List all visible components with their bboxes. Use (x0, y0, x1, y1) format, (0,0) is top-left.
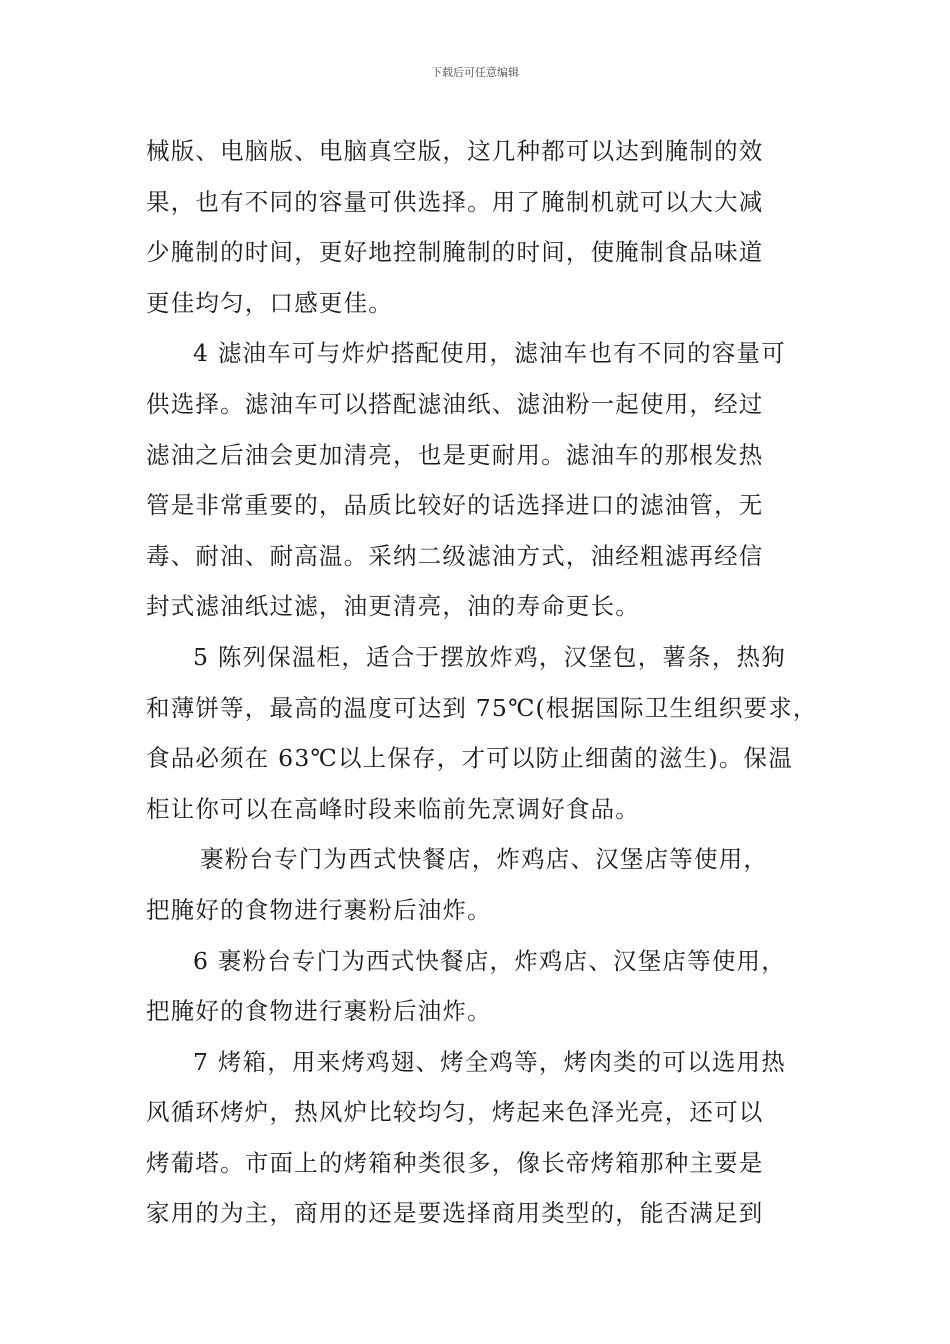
paragraph (146, 126, 808, 328)
paragraph (146, 834, 808, 935)
text-line: 柜让你可以在高峰时段来临前先烹调好食品。 (146, 794, 640, 823)
text-line: 烤葡塔。市面上的烤箱种类很多，像长帝烤箱那种主要是 (146, 1148, 764, 1177)
text-line: 把腌好的食物进行裹粉后油炸。 (146, 997, 492, 1026)
text-line: 6 裹粉台专门为西式快餐店，炸鸡店、汉堡店等使用， (193, 946, 786, 975)
text-line: 家用的为主，商用的还是要选择商用类型的，能否满足到 (146, 1199, 764, 1228)
text-line: 食品必须在 63℃以上保存，才可以防止细菌的滋生)。保温 (146, 744, 793, 773)
text-line: 7 烤箱，用来烤鸡翅、烤全鸡等，烤肉类的可以选用热 (193, 1047, 786, 1076)
text-line: 械版、电脑版、电脑真空版，这几种都可以达到腌制的效 (146, 137, 764, 165)
paragraph (146, 632, 818, 834)
text-line: 封式滤油纸过滤，油更清亮，油的寿命更长。 (146, 592, 640, 621)
text-line: 管是非常重要的，品质比较好的话选择进口的滤油管，无 (146, 491, 764, 520)
text-line: 裹粉台专门为西式快餐店，炸鸡店、汉堡店等使用， (200, 845, 769, 874)
text-line: 风循环烤炉，热风炉比较均匀，烤起来色泽光亮，还可以 (146, 1098, 764, 1127)
paragraph (146, 328, 808, 632)
paragraph (146, 1037, 808, 1239)
text-line: 果，也有不同的容量可供选择。用了腌制机就可以大大减 (146, 187, 764, 216)
document-body (146, 126, 818, 1239)
paragraph (146, 936, 808, 1037)
text-line: 供选择。滤油车可以搭配滤油纸、滤油粉一起使用，经过 (146, 389, 764, 418)
text-line: 5 陈列保温柜，适合于摆放炸鸡，汉堡包，薯条，热狗 (193, 642, 786, 671)
text-line: 滤油之后油会更加清亮，也是更耐用。滤油车的那根发热 (146, 440, 764, 469)
text-line: 和薄饼等，最高的温度可达到 75℃(根据国际卫生组织要求， (146, 693, 818, 722)
text-line: 把腌好的食物进行裹粉后油炸。 (146, 895, 492, 924)
text-line: 少腌制的时间，更好地控制腌制的时间，使腌制食品味道 (146, 238, 764, 267)
text-line: 4 滤油车可与炸炉搭配使用，滤油车也有不同的容量可 (193, 339, 786, 368)
page-header: 下载后可任意编辑 (431, 66, 519, 79)
text-line: 更佳均匀，口感更佳。 (146, 288, 393, 317)
text-line: 毒、耐油、耐高温。采纳二级滤油方式，油经粗滤再经信 (146, 541, 764, 570)
